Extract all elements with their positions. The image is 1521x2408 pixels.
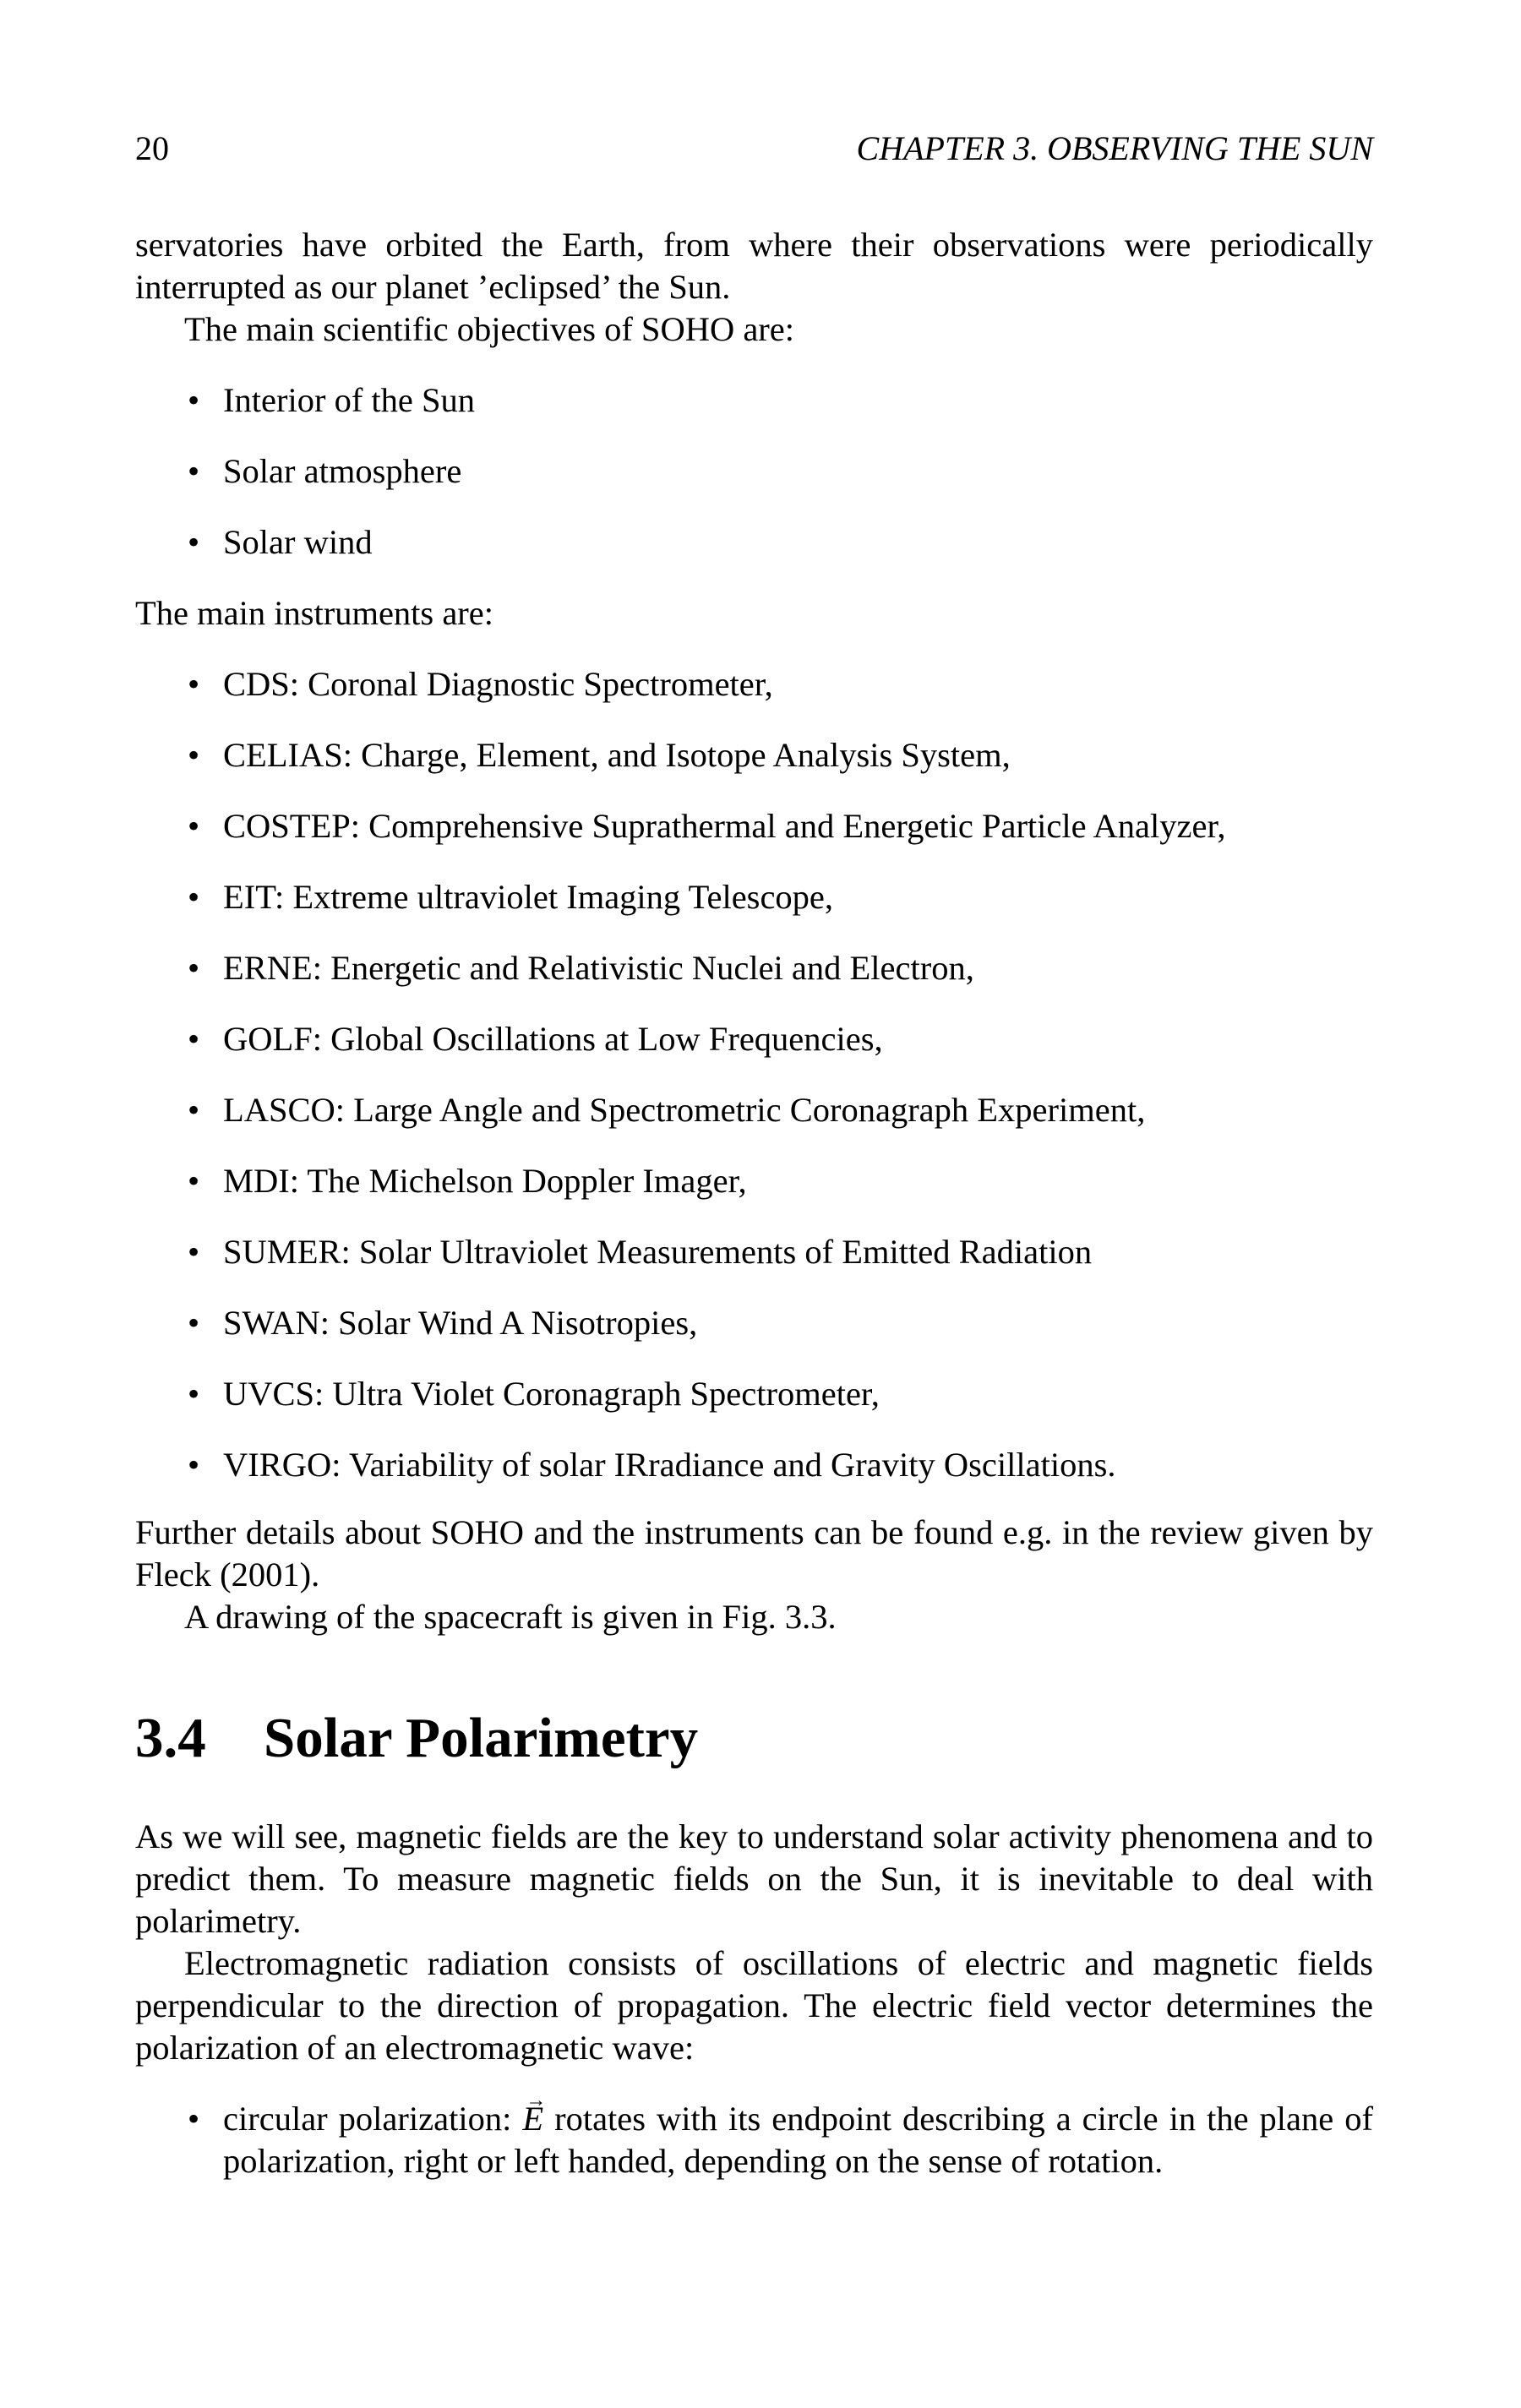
- list-item: • Solar wind: [135, 521, 1373, 564]
- running-header: [135, 128, 1373, 169]
- list-item: • GOLF: Global Oscillations at Low Frequencies,: [135, 1018, 1373, 1060]
- electric-field-vector-symbol: E →: [522, 2098, 543, 2140]
- section-number: 3.4: [135, 1707, 206, 1769]
- list-item: • EIT: Extreme ultraviolet Imaging Telescope,: [135, 876, 1373, 918]
- bullet-lead: circular polarization:: [223, 2100, 512, 2138]
- instruments-list: [135, 663, 1373, 1486]
- polarization-list: [135, 2098, 1373, 2182]
- page-number: 20: [135, 129, 169, 167]
- bullet-rest: rotates with its endpoint describing a circle in the plane of polarization, right or left handed, depending on the sense of rotation.: [223, 2100, 1373, 2180]
- list-item: • MDI: The Michelson Doppler Imager,: [135, 1160, 1373, 1202]
- section-paragraph-2: Electromagnetic radiation consists of oscillations of electric and magnetic fields perpendicular to the direction of propagation. The electric field vector determines the polarization of an electromagnetic wave:: [135, 1944, 1373, 2067]
- list-item: • CDS: Coronal Diagnostic Spectrometer,: [135, 663, 1373, 706]
- continuation-paragraph: servatories have orbited the Earth, from where their observations were periodically interrupted as our planet ’eclipsed’ the Sun.: [135, 226, 1373, 306]
- section-paragraph-1: As we will see, magnetic fields are the key to understand solar activity phenomena and to predict them. To measure magnetic fields on the Sun, it is inevitable to deal with polarimetry.: [135, 1817, 1373, 1940]
- list-item: • COSTEP: Comprehensive Suprathermal and Energetic Particle Analyzer,: [135, 805, 1373, 847]
- list-item: • VIRGO: Variability of solar IRradiance and Gravity Oscillations.: [135, 1444, 1373, 1486]
- list-item: • Solar atmosphere: [135, 450, 1373, 493]
- list-item: • LASCO: Large Angle and Spectrometric Coronagraph Experiment,: [135, 1089, 1373, 1131]
- book-page: [135, 0, 1373, 2408]
- further-details-paragraph: Further details about SOHO and the instruments can be found e.g. in the review given by Fleck (2001).: [135, 1513, 1373, 1594]
- page-body: [135, 224, 1373, 2182]
- list-item: • SUMER: Solar Ultraviolet Measurements of Emitted Radiation: [135, 1231, 1373, 1273]
- section-title: Solar Polarimetry: [264, 1707, 699, 1769]
- drawing-reference: A drawing of the spacecraft is given in Fig. 3.3.: [184, 1598, 837, 1636]
- list-item: • ERNE: Energetic and Relativistic Nuclei and Electron,: [135, 947, 1373, 989]
- running-title: CHAPTER 3. OBSERVING THE SUN: [856, 129, 1373, 167]
- objectives-list: [135, 379, 1373, 564]
- objectives-intro: The main scientific objectives of SOHO are:: [184, 310, 795, 348]
- instruments-intro: The main instruments are:: [135, 594, 494, 632]
- list-item: [135, 2098, 1373, 2182]
- list-item: • SWAN: Solar Wind A Nisotropies,: [135, 1302, 1373, 1344]
- list-item: • CELIAS: Charge, Element, and Isotope Analysis System,: [135, 734, 1373, 776]
- list-item: • UVCS: Ultra Violet Coronagraph Spectrometer,: [135, 1373, 1373, 1415]
- section-heading: [135, 1704, 1373, 1772]
- list-item: • Interior of the Sun: [135, 379, 1373, 422]
